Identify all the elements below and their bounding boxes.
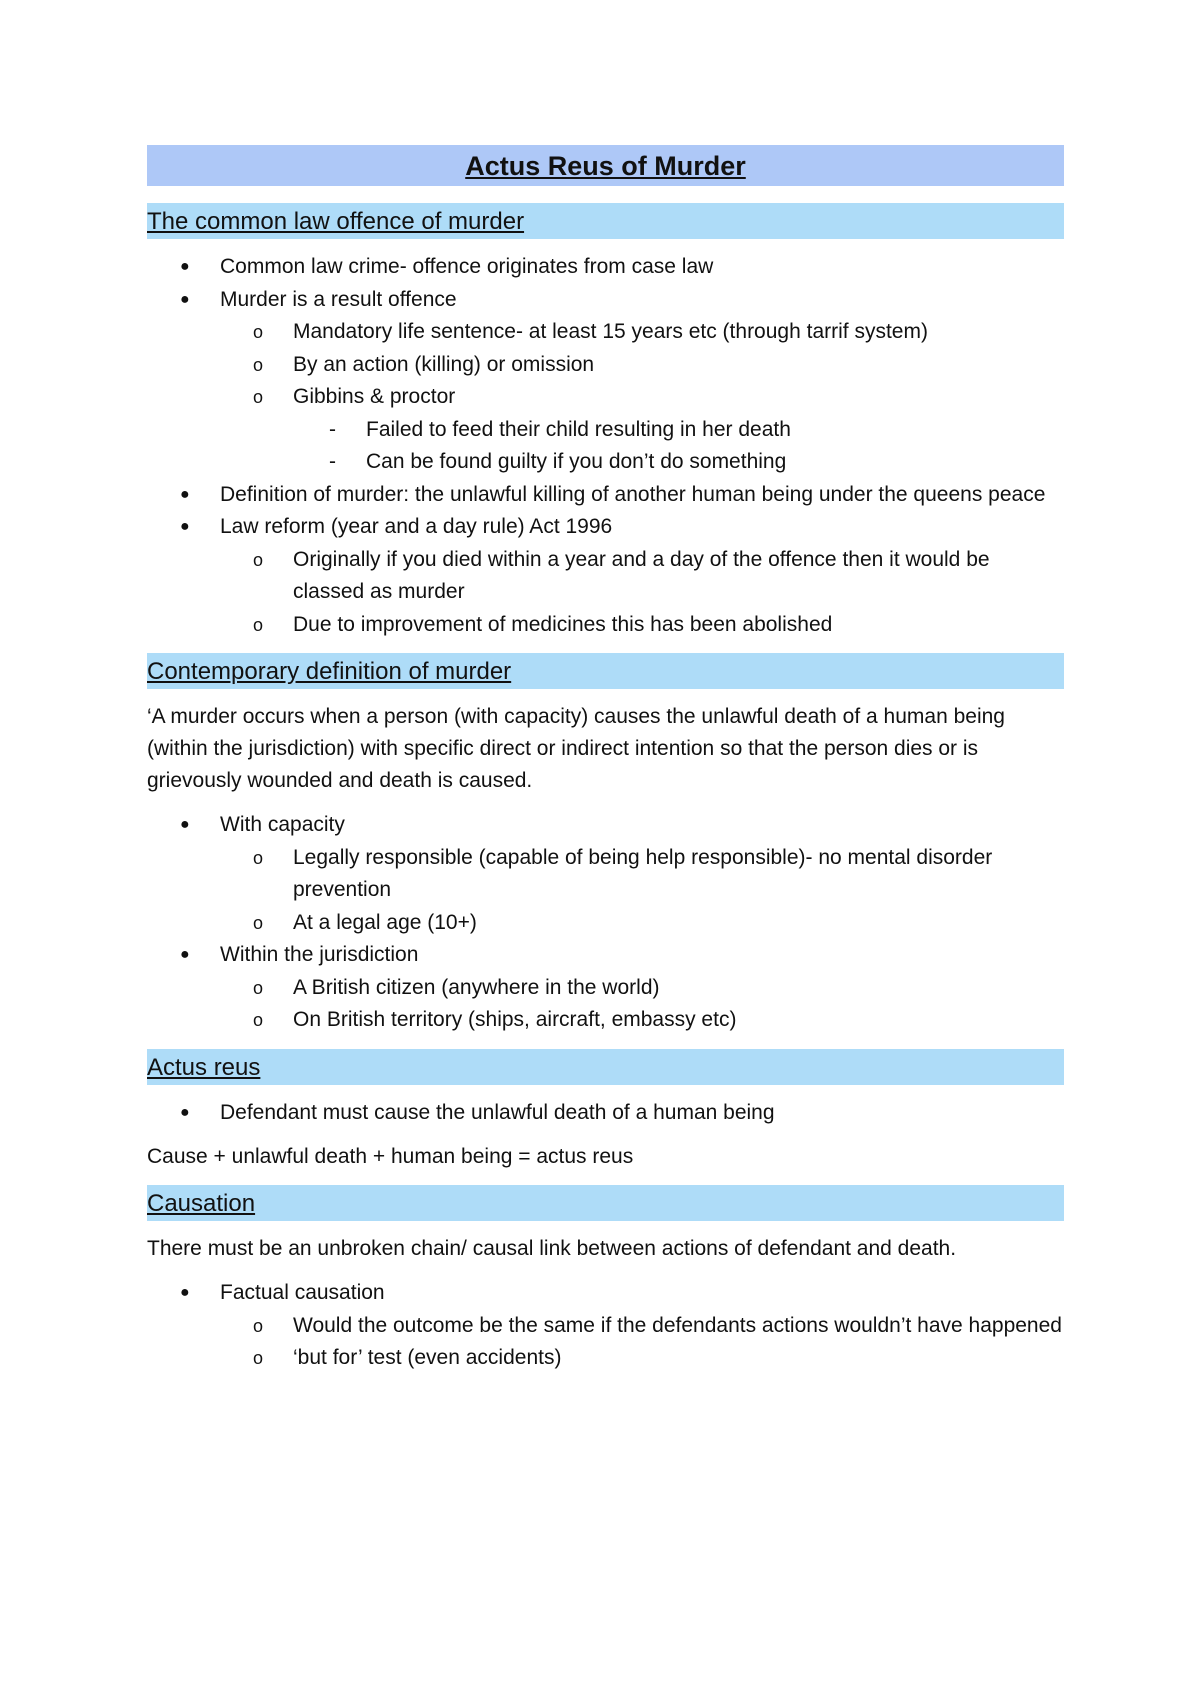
list-item-text: Factual causation (220, 1281, 385, 1304)
bullet-marker: ● (180, 1284, 190, 1301)
list-item (147, 939, 1064, 1037)
section-heading-actus-reus: Actus reus (147, 1049, 1064, 1085)
circle-marker: o (253, 1348, 264, 1368)
causation-paragraph: There must be an unbroken chain/ causal link between actions of defendant and death. (147, 1237, 957, 1260)
list-item (220, 972, 1064, 1005)
list-item-text: Law reform (year and a day rule) Act 1996 (220, 515, 613, 538)
section-heading-contemporary: Contemporary definition of murder (147, 653, 1064, 689)
list-item-text: ‘but for’ test (even accidents) (293, 1346, 562, 1369)
list-item-text: Murder is a result offence (220, 287, 457, 311)
list-item (220, 1004, 1064, 1037)
list-item (147, 511, 1064, 641)
list-item-text: Can be found guilty if you don’t do something (366, 450, 787, 473)
dash-marker: - (329, 450, 336, 473)
bullet-marker: ● (180, 485, 190, 503)
circle-marker: o (253, 1315, 264, 1336)
list-item-text: Mandatory life sentence- at least 15 years etc (through tarrif system) (293, 320, 928, 343)
list-item-text: Would the outcome be the same if the defendants actions wouldn’t have happened (293, 1313, 1062, 1337)
list-item-text: With capacity (220, 813, 345, 836)
list-item (147, 479, 1064, 512)
list-item-text: By an action (killing) or omission (293, 352, 595, 376)
contemporary-definition-paragraph: ‘A murder occurs when a person (with capacity) causes the unlawful death of a human being (within the jurisdiction) with specific direct or indirect intention so that the person dies or is grievously wounded and death is caused. (147, 705, 1005, 792)
list-item-text: At a legal age (10+) (293, 910, 477, 934)
list-item-text: Defendant must cause the unlawful death of a human being (220, 1100, 775, 1124)
circle-marker: o (253, 549, 264, 570)
circle-marker: o (253, 847, 264, 868)
list-item (220, 1342, 1064, 1375)
bullet-marker: ● (180, 946, 190, 963)
list-item (220, 349, 1064, 382)
bullet-marker: ● (180, 518, 190, 535)
circle-marker: o (253, 1010, 264, 1030)
list-item-text: A British citizen (anywhere in the world) (293, 975, 660, 999)
circle-marker: o (253, 614, 264, 635)
list-item (147, 284, 1064, 479)
list-item (147, 1277, 1064, 1375)
list-item (220, 544, 1064, 609)
list-item-text: Gibbins & proctor (293, 385, 456, 408)
sub-sub-list (293, 414, 1064, 479)
dash-marker: - (329, 417, 336, 441)
list-item (220, 609, 1064, 642)
list-item (220, 842, 1064, 907)
circle-marker: o (253, 322, 264, 342)
list-item-text: Within the jurisdiction (220, 943, 419, 966)
list-item (147, 251, 1064, 284)
sub-list (220, 316, 1064, 479)
circle-marker: o (253, 387, 264, 407)
bullet-marker: ● (180, 816, 190, 833)
list-item-text: Failed to feed their child resulting in her death (366, 417, 791, 441)
actus-reus-equation: Cause + unlawful death + human being = actus reus (147, 1145, 634, 1168)
list-item-text: Legally responsible (capable of being help responsible)- no mental disorder prevention (293, 845, 993, 901)
list-item (220, 381, 1064, 479)
bullet-marker: ● (180, 290, 190, 308)
list-item (147, 809, 1064, 939)
bullet-marker: ● (180, 1103, 190, 1121)
list-item (293, 414, 1064, 447)
contemporary-list (147, 809, 1064, 1037)
circle-marker: o (253, 912, 264, 933)
list-item-text: Originally if you died within a year and a day of the offence then it would be classed as murder (293, 547, 990, 603)
common-law-list (147, 251, 1064, 641)
list-item-text: Common law crime- offence originates from case law (220, 255, 714, 278)
circle-marker: o (253, 354, 264, 375)
causation-list (147, 1277, 1064, 1375)
list-item (293, 446, 1064, 479)
section-heading-causation: Causation (147, 1185, 1064, 1221)
document-content (147, 145, 1064, 1387)
actus-reus-list (147, 1097, 1064, 1130)
document-title: Actus Reus of Murder (147, 145, 1064, 186)
sub-list (220, 842, 1064, 940)
list-item-text: On British territory (ships, aircraft, embassy etc) (293, 1008, 737, 1031)
list-item (220, 907, 1064, 940)
list-item (220, 316, 1064, 349)
sub-list (220, 972, 1064, 1037)
sub-list (220, 1310, 1064, 1375)
list-item (147, 1097, 1064, 1130)
list-item-text: Definition of murder: the unlawful killing of another human being under the queens peace (220, 482, 1046, 506)
circle-marker: o (253, 977, 264, 998)
sub-list (220, 544, 1064, 642)
list-item (220, 1310, 1064, 1343)
list-item-text: Due to improvement of medicines this has been abolished (293, 612, 833, 636)
section-heading-common-law: The common law offence of murder (147, 203, 1064, 239)
bullet-marker: ● (180, 258, 190, 275)
